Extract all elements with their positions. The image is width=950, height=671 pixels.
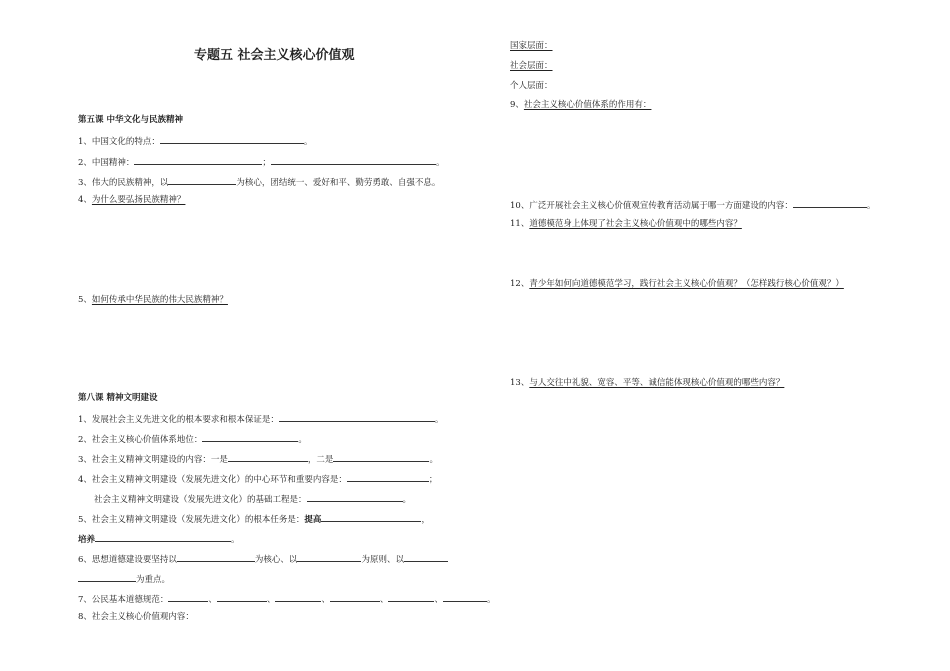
punct: 。 [435,158,445,168]
q10-text: 10、广泛开展社会主义核心价值观宣传教育活动属于哪一方面建设的内容： [510,201,793,211]
lesson5-heading: 第五课 中华文化与民族精神 [78,115,183,125]
lesson8-q5-keyword-raise: 提高 [304,515,322,525]
q9-text: 社会主义核心价值体系的作用有： [523,100,652,110]
lesson8-q7 [78,592,496,606]
punct: 、 [321,595,330,605]
answer-blank[interactable] [307,492,403,502]
answer-blank[interactable] [78,572,136,582]
answer-blank[interactable] [177,552,255,562]
lesson5-q4 [78,194,185,206]
lesson8-q4a-text: 4、社会主义精神文明建设（发展先进文化）的中心环节和重要内容是： [78,475,347,485]
lesson5-q1 [78,134,312,148]
answer-blank[interactable] [443,592,487,602]
q11-text: 道德模范身上体现了社会主义核心价值观中的哪些内容？ [529,219,742,229]
answer-blank[interactable] [297,552,361,562]
answer-blank[interactable] [347,472,429,482]
lesson5-q3-text-b: 为核心，团结统一、爱好和平、勤劳勇敢、自强不息。 [236,178,441,188]
social-level: 社会层面： [510,61,553,71]
lesson8-q6-text-a: 6、思想道德建设要坚持以 [78,555,177,565]
national-level: 国家层面： [510,41,553,51]
punct: 、 [266,595,276,605]
lesson5-q5-text: 如何传承中华民族的伟大民族精神？ [91,295,228,305]
punct: 。 [231,535,240,545]
lesson8-q8-text: 8、社会主义核心价值观内容： [78,612,194,622]
lesson8-q3-text-a: 3、社会主义精神文明建设的内容：一是 [78,455,228,465]
lesson8-q6 [78,552,448,566]
punct: 。 [303,137,313,147]
punct: 。 [429,455,438,465]
answer-blank[interactable] [793,198,867,208]
lesson8-q5-text: 5、社会主义精神文明建设（发展先进文化）的根本任务是： [78,515,305,525]
answer-blank[interactable] [275,592,321,602]
punct: 、 [379,595,389,605]
lesson8-q5-keyword-cultivate: 培养 [78,535,96,545]
question-number: 5、 [78,295,92,305]
lesson5-q2 [78,155,444,169]
answer-blank[interactable] [279,412,435,422]
lesson8-q1 [78,412,443,426]
answer-blank[interactable] [217,592,267,602]
punct: 。 [298,435,307,445]
answer-blank[interactable] [333,452,429,462]
answer-blank[interactable] [388,592,434,602]
answer-blank[interactable] [330,592,380,602]
lesson5-q4-text: 为什么要弘扬民族精神？ [91,195,186,205]
punct: 。 [434,415,444,425]
lesson5-q3 [78,175,440,189]
answer-blank[interactable] [160,134,304,144]
question-number: 12、 [510,279,530,289]
lesson8-q2-text: 2、社会主义核心价值体系地位： [78,435,203,445]
question-number: 9、 [510,100,524,110]
punct: ； [428,475,438,485]
lesson8-q6-cont [78,572,170,586]
answer-blank[interactable] [404,552,448,562]
q9 [510,99,651,111]
punct: 。 [866,201,876,211]
lesson8-q3-text-b: ，二是 [307,455,334,465]
punct: ， [421,515,430,525]
q12-text: 青少年如何向道德模范学习，践行社会主义核心价值观？（怎样践行核心价值观？） [529,279,844,289]
q11 [510,218,742,230]
lesson8-q4a [78,472,437,486]
lesson8-q5-cont [78,532,240,546]
left-column [78,0,496,671]
lesson8-q1-text: 1、发展社会主义先进文化的根本要求和根本保证是： [78,415,279,425]
lesson8-q6-text-c: 为原则、以 [361,555,404,565]
lesson8-q4b [94,492,411,506]
lesson8-q8 [78,611,194,623]
lesson5-q5 [78,294,228,306]
personal-level: 个人层面： [510,81,553,91]
answer-blank[interactable] [321,512,421,522]
q13-text: 与人交往中礼貌、宽容、平等、诚信能体现核心价值观的哪些内容？ [529,378,785,388]
answer-blank[interactable] [202,432,298,442]
q13 [510,377,784,389]
answer-blank[interactable] [271,155,436,165]
punct: ； [262,158,271,168]
lesson8-q4b-text: 社会主义精神文明建设（发展先进文化）的基础工程是： [94,495,307,505]
lesson8-q6-text-d: 为重点。 [136,575,171,585]
q10 [510,198,875,212]
answer-blank[interactable] [168,592,208,602]
lesson5-q3-text-a: 3、伟大的民族精神，以 [78,178,169,188]
lesson5-q1-text: 1、中国文化的特点： [78,137,160,147]
lesson8-q5 [78,512,430,526]
punct: 。 [402,495,412,505]
question-number: 4、 [78,195,92,205]
answer-blank[interactable] [168,175,236,185]
answer-blank[interactable] [95,532,231,542]
lesson8-heading: 第八课 精神文明建设 [78,393,158,403]
lesson8-q7-text: 7、公民基本道德规范： [78,595,169,605]
lesson5-q2-text: 2、中国精神： [78,158,135,168]
answer-blank[interactable] [134,155,262,165]
lesson8-q3 [78,452,438,466]
punct: 、 [434,595,443,605]
question-number: 13、 [510,378,530,388]
page-title: 专题五 社会主义核心价值观 [194,48,355,63]
question-number: 11、 [510,219,530,229]
answer-blank[interactable] [228,452,308,462]
q12 [510,278,844,290]
punct: 。 [487,595,496,605]
lesson8-q6-text-b: 为核心、以 [254,555,298,565]
lesson8-q2 [78,432,307,446]
punct: 、 [208,595,217,605]
right-column [510,0,920,671]
